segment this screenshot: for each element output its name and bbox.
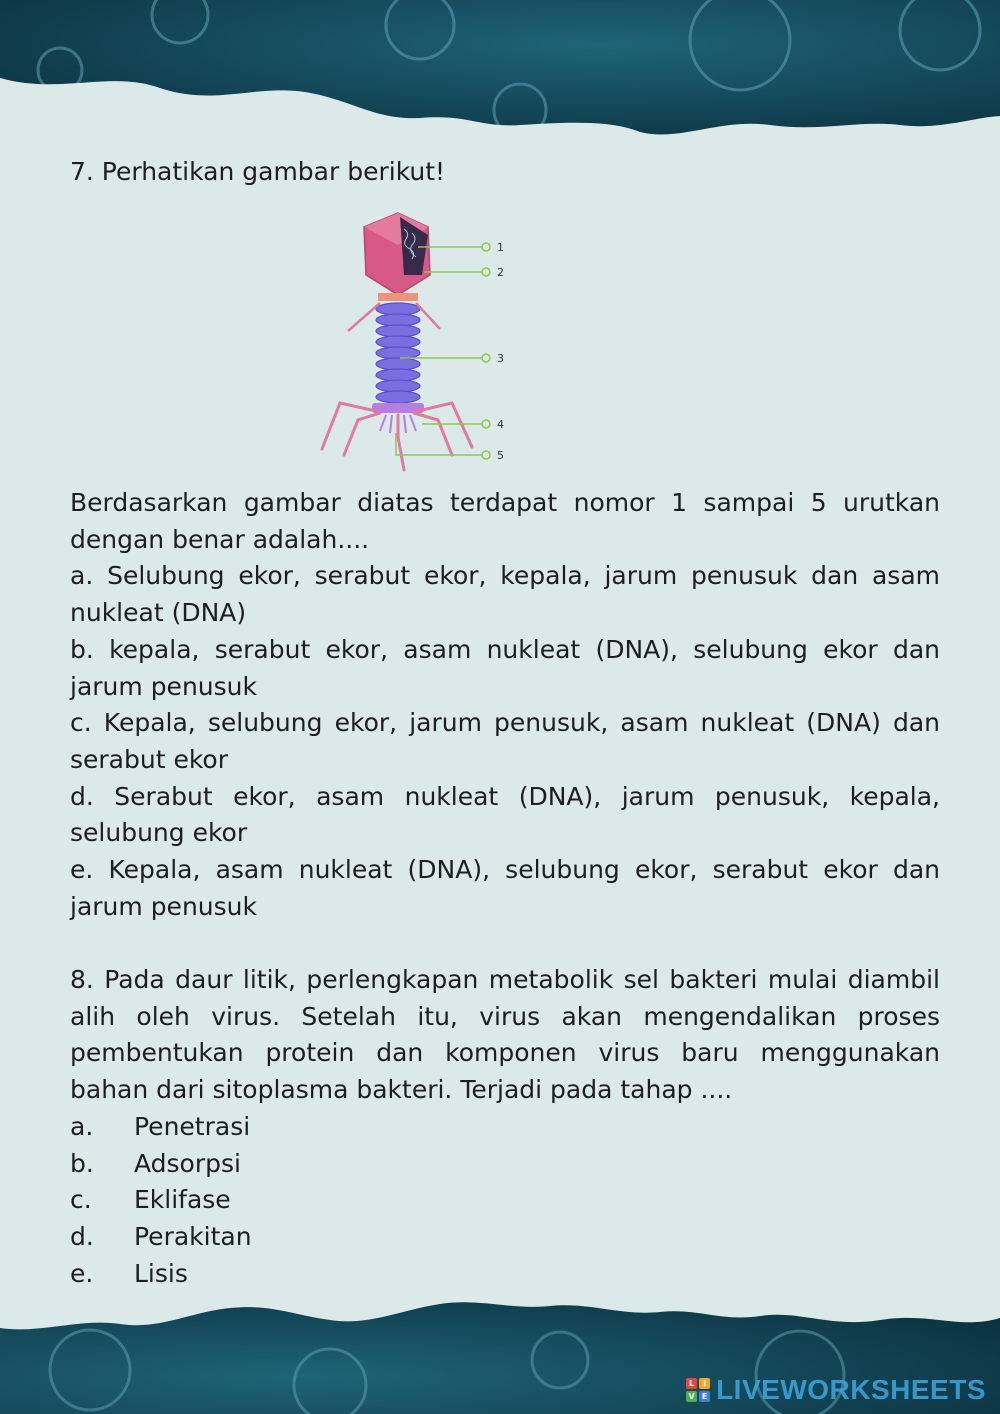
figure-label-1: 1	[497, 241, 504, 254]
question-8-option-b[interactable]: b. Adsorpsi	[70, 1148, 241, 1178]
question-8-options	[70, 1109, 940, 1293]
liveworksheets-text: LIVEWORKSHEETS	[716, 1374, 986, 1405]
question-7-title: 7. Perhatikan gambar berikut!	[70, 157, 446, 186]
question-8	[70, 962, 940, 1292]
question-7-option-e[interactable]: e. Kepala, asam nukleat (DNA), selubung ekor, serabut ekor dan jarum penusuk	[70, 855, 940, 921]
bacteriophage-diagram	[300, 205, 540, 490]
question-7-stem: Berdasarkan gambar diatas terdapat nomor 1 sampai 5 urutkan dengan benar adalah....	[70, 488, 940, 554]
question-8-option-e[interactable]: e. Lisis	[70, 1258, 188, 1288]
question-7-option-a[interactable]: a. Selubung ekor, serabut ekor, kepala, jarum penusuk dan asam nukleat (DNA)	[70, 561, 940, 628]
question-8-option-d[interactable]: d. Perakitan	[70, 1221, 252, 1251]
figure-label-2: 2	[497, 266, 504, 279]
question-8-option-a[interactable]: a. Penetrasi	[70, 1111, 251, 1141]
liveworksheets-logo	[686, 1374, 986, 1406]
question-7-option-d[interactable]: d. Serabut ekor, asam nukleat (DNA), jarum penusuk, kepala, selubung ekor	[70, 781, 940, 848]
question-7-body	[70, 485, 940, 925]
figure-label-3: 3	[497, 352, 504, 365]
liveworksheets-icon: L I V E	[686, 1378, 710, 1402]
question-8-option-c[interactable]: c. Eklifase	[70, 1185, 231, 1215]
top-virus-banner	[0, 0, 1000, 150]
virus-tail-sheath	[376, 303, 420, 403]
question-7-option-c[interactable]: c. Kepala, selubung ekor, jarum penusuk, asam nukleat (DNA) dan serabut ekor	[70, 708, 940, 774]
bottom-virus-banner	[0, 1290, 1000, 1414]
figure-label-5: 5	[497, 449, 504, 462]
question-7-option-b[interactable]: b. kepala, serabut ekor, asam nukleat (DNA), selubung ekor dan jarum penusuk	[70, 634, 940, 701]
question-8-stem: 8. Pada daur litik, perlengkapan metabolik sel bakteri mulai diambil alih oleh virus. Setelah itu, virus akan mengendalikan proses pembentukan protein dan komponen virus baru menggunakan bahan dari sitoplasma bakteri. Terjadi pada tahap ....	[70, 965, 940, 1105]
figure-label-4: 4	[497, 418, 504, 431]
